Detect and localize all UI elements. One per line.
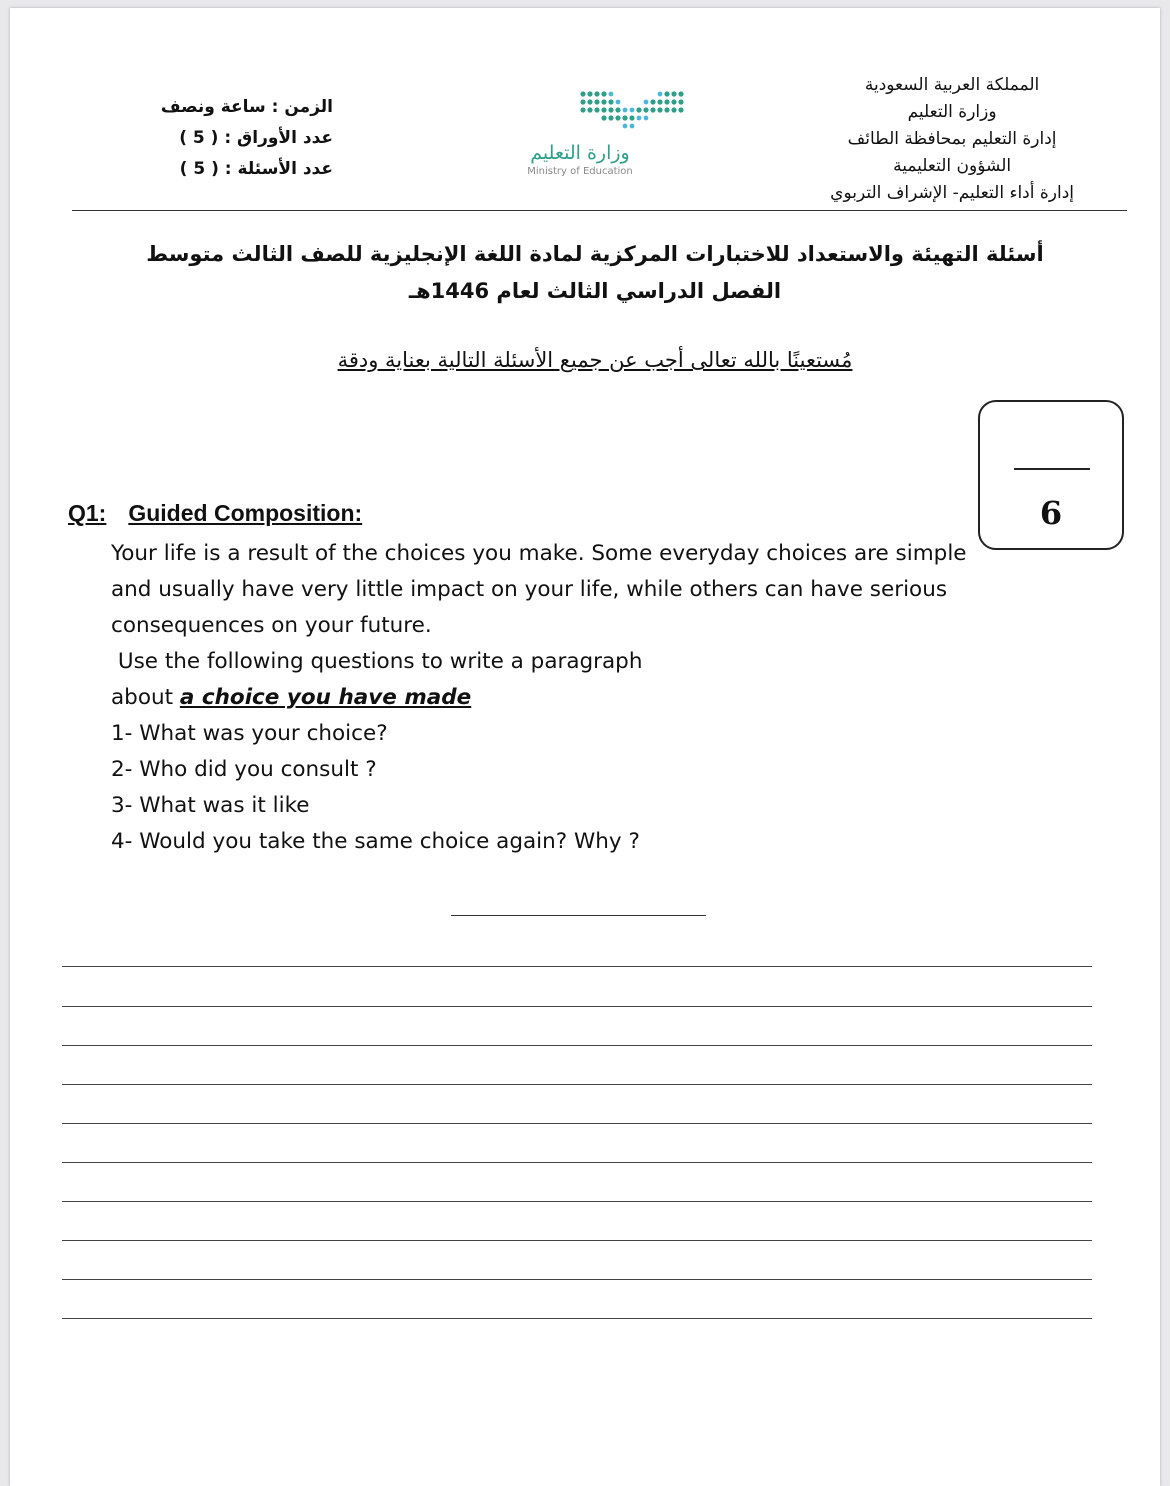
header-affairs: الشؤون التعليمية xyxy=(893,156,1012,176)
paragraph-title-line[interactable] xyxy=(451,915,706,916)
header-divider xyxy=(72,210,1127,211)
pages-count: عدد الأوراق : ( 5 ) xyxy=(179,128,333,148)
writing-line[interactable] xyxy=(62,1123,1092,1124)
logo-arabic-text: وزارة التعليم xyxy=(530,142,630,164)
writing-line[interactable] xyxy=(62,1084,1092,1085)
writing-line[interactable] xyxy=(62,966,1092,967)
question-body xyxy=(111,536,991,860)
header-directorate: إدارة التعليم بمحافظة الطائف xyxy=(847,129,1057,149)
header-right-block xyxy=(830,72,1074,207)
intro-line: Use the following questions to write a paragraph xyxy=(111,649,643,674)
guide-question: 2- Who did you consult ? xyxy=(111,757,377,782)
intro-line: and usually have very little impact on your life, while others can have serious xyxy=(111,577,948,602)
writing-line[interactable] xyxy=(62,1201,1092,1202)
exam-time: الزمن : ساعة ونصف xyxy=(160,97,333,117)
question-heading xyxy=(68,500,362,527)
header-supervision: إدارة أداء التعليم- الإشراف التربوي xyxy=(830,183,1074,203)
score-max: 6 xyxy=(1039,494,1063,532)
guide-question: 3- What was it like xyxy=(111,793,310,818)
score-blank xyxy=(1014,468,1090,470)
topic-text: a choice you have made xyxy=(179,685,472,710)
topic-prefix: about xyxy=(111,685,180,710)
header-left-block xyxy=(158,92,333,185)
guide-question: 4- Would you take the same choice again? Why ? xyxy=(111,829,640,854)
question-number: Q1: xyxy=(68,500,107,526)
score-box[interactable] xyxy=(978,400,1124,550)
writing-line[interactable] xyxy=(62,1318,1092,1319)
guide-question: 1- What was your choice? xyxy=(111,721,388,746)
header-ministry: وزارة التعليم xyxy=(907,102,997,122)
instruction-line xyxy=(70,348,1120,372)
writing-line[interactable] xyxy=(62,1162,1092,1163)
writing-line[interactable] xyxy=(62,1240,1092,1241)
questions-count: عدد الأسئلة : ( 5 ) xyxy=(179,159,333,179)
topic-line xyxy=(111,680,991,716)
intro-line: Your life is a result of the choices you make. Some everyday choices are simple xyxy=(111,541,967,566)
exam-term: الفصل الدراسي الثالث لعام 1446هـ xyxy=(408,279,782,303)
header-country: المملكة العربية السعودية xyxy=(864,75,1040,95)
writing-line[interactable] xyxy=(62,1006,1092,1007)
logo-english-text: Ministry of Education xyxy=(527,166,633,177)
exam-title: أسئلة التهيئة والاستعداد للاختبارات المركزية لمادة اللغة الإنجليزية للصف الثالث متوسط xyxy=(146,242,1044,266)
worksheet-page xyxy=(10,8,1160,1486)
question-title: Guided Composition: xyxy=(128,500,363,526)
writing-line[interactable] xyxy=(62,1045,1092,1046)
writing-line[interactable] xyxy=(62,1279,1092,1280)
ministry-logo-dots-icon xyxy=(515,86,695,146)
instruction-text: مُستعينًا بالله تعالى أجب عن جميع الأسئلة التالية بعناية ودقة xyxy=(337,348,853,372)
intro-line: consequences on your future. xyxy=(111,613,432,638)
